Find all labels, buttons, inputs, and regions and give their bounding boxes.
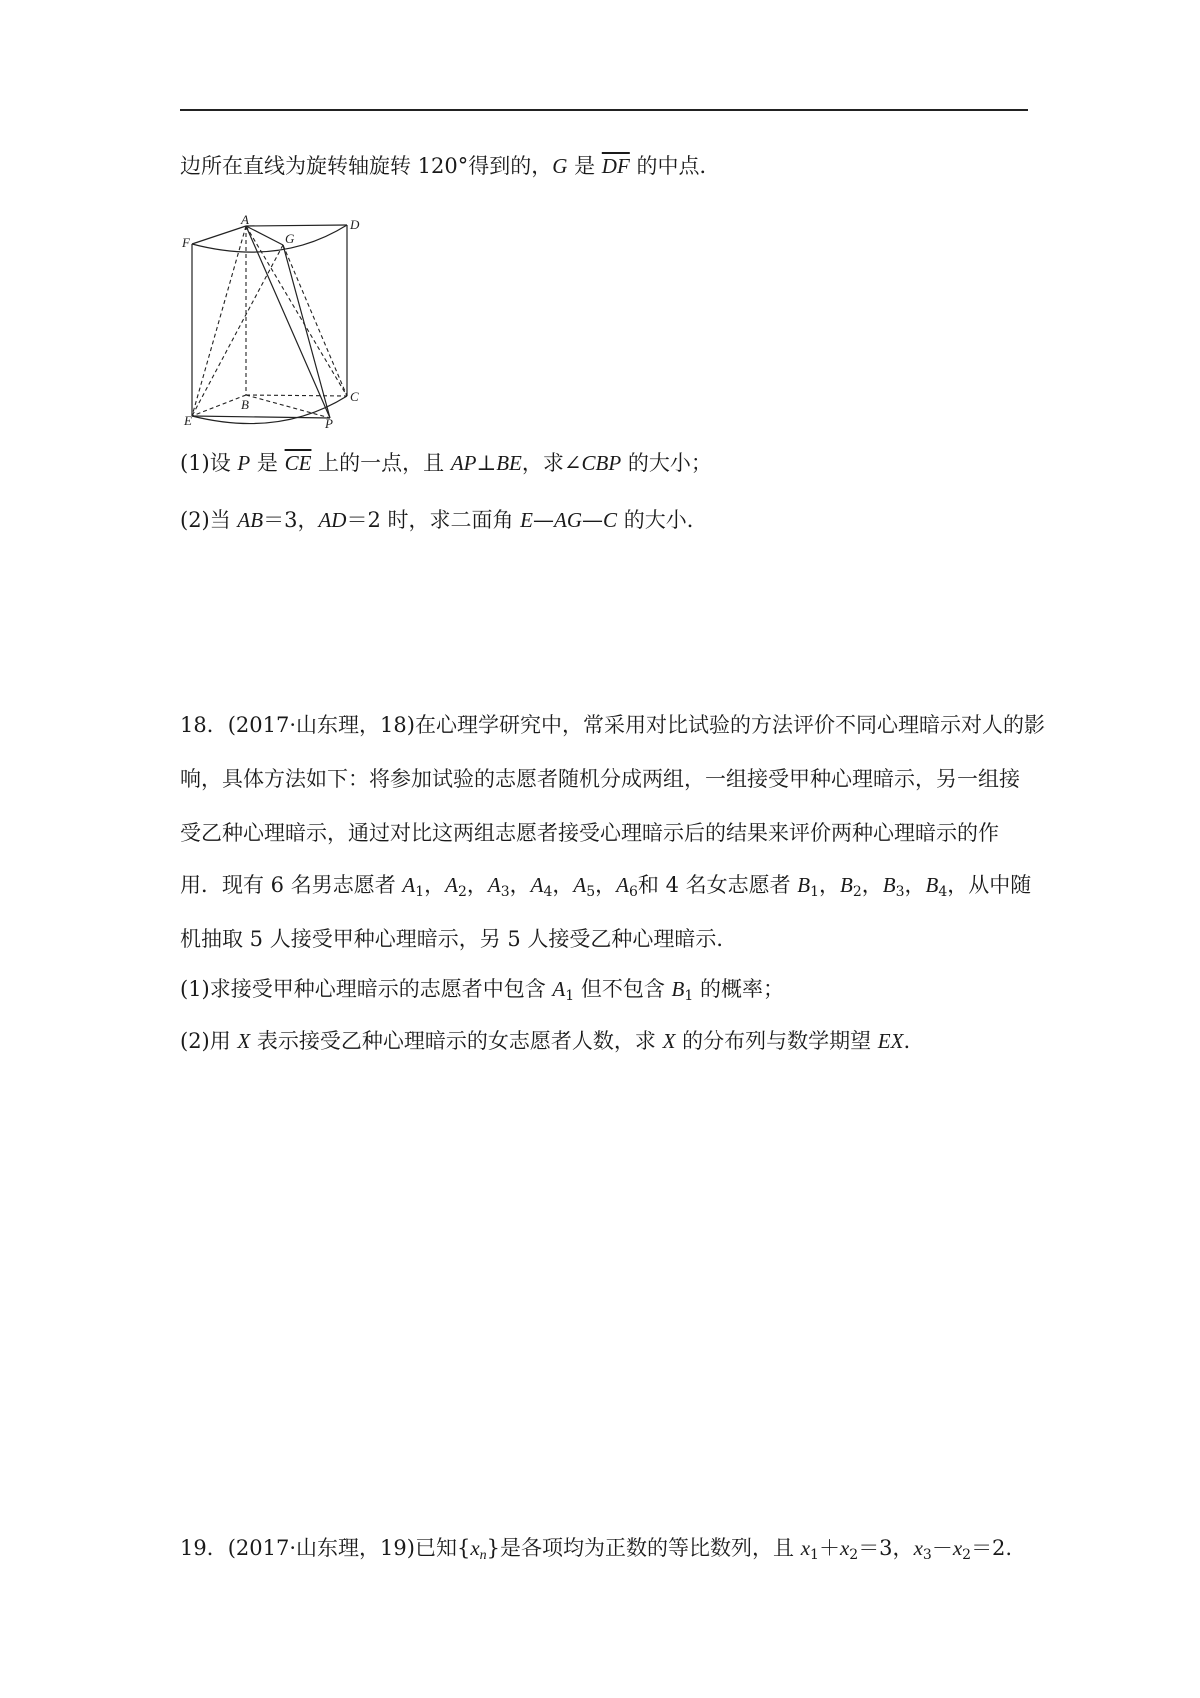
arc-df: $\overline{DF}$: [601, 154, 630, 178]
p17-intro: 边所在直线为旋转轴旋转 120°得到的，G 是 $\overline{DF}$ 的中点．: [180, 154, 721, 178]
p18-line-5: 机抽取 5 人接受甲种心理暗示，另 5 人接受乙种心理暗示．: [180, 927, 738, 951]
label-p: P: [325, 416, 333, 428]
line-be: [192, 395, 246, 416]
line-ge: [192, 245, 283, 416]
p18-line-4: 用．现有 6 名男志愿者 $A_1$，$A_2$，$A_3$，$A_4$，$A_5$，$A_6$和 4 名女志愿者 $B_1$，$B_2$，$B_3$，$B_4$，从中随: [180, 873, 1032, 900]
cylinder-figure: [180, 213, 380, 428]
label-b: B: [241, 397, 249, 412]
label-g: G: [285, 231, 295, 246]
p18-line-1: 18．(2017·山东理，18)在心理学研究中，常采用对比试验的方法评价不同心理暗示对人的影: [180, 713, 1045, 737]
edge-af: [192, 226, 246, 244]
line-ac: [246, 226, 347, 396]
header-rule: [180, 109, 1028, 111]
line-ae: [192, 226, 246, 416]
edge-ad: [246, 225, 347, 226]
p17-question-1: (1)设 P 是 $\overline{CE}$ 上的一点，且 AP⊥BE，求∠CBP 的大小；: [180, 451, 712, 475]
line-ag: [246, 226, 283, 245]
line-gp: [283, 245, 330, 418]
line-bc: [246, 395, 347, 396]
line-ep: [192, 416, 330, 418]
p18-question-1: (1)求接受甲种心理暗示的志愿者中包含 $A_1$ 但不包含 $B_1$ 的概率；: [180, 977, 784, 1004]
line-bp: [246, 395, 330, 418]
arc-ce: $\overline{CE}$: [284, 451, 312, 475]
p18-line-3: 受乙种心理暗示，通过对比这两组志愿者接受心理暗示后的结果来评价两种心理暗示的作: [180, 821, 999, 845]
line-ap: [246, 226, 330, 418]
p17-question-2: (2)当 AB＝3，AD＝2 时，求二面角 E—AG—C 的大小．: [180, 508, 708, 532]
p18-line-2: 响，具体方法如下：将参加试验的志愿者随机分成两组，一组接受甲种心理暗示，另一组接: [180, 767, 1020, 791]
p19-line-1: 19．(2017·山东理，19)已知$\{x_n\}$是各项均为正数的等比数列，且 $x_1+x_2=3$，$x_3-x_2=2$.: [180, 1536, 1013, 1563]
label-d: D: [350, 217, 360, 232]
line-gc: [283, 245, 347, 396]
label-a: A: [241, 213, 249, 227]
p18-question-2: (2)用 X 表示接受乙种心理暗示的女志愿者人数，求 X 的分布列与数学期望 EX.: [180, 1029, 911, 1053]
label-e: E: [184, 413, 192, 428]
label-f: F: [182, 235, 190, 250]
label-c: C: [350, 389, 359, 404]
bottom-arc: [192, 396, 347, 424]
